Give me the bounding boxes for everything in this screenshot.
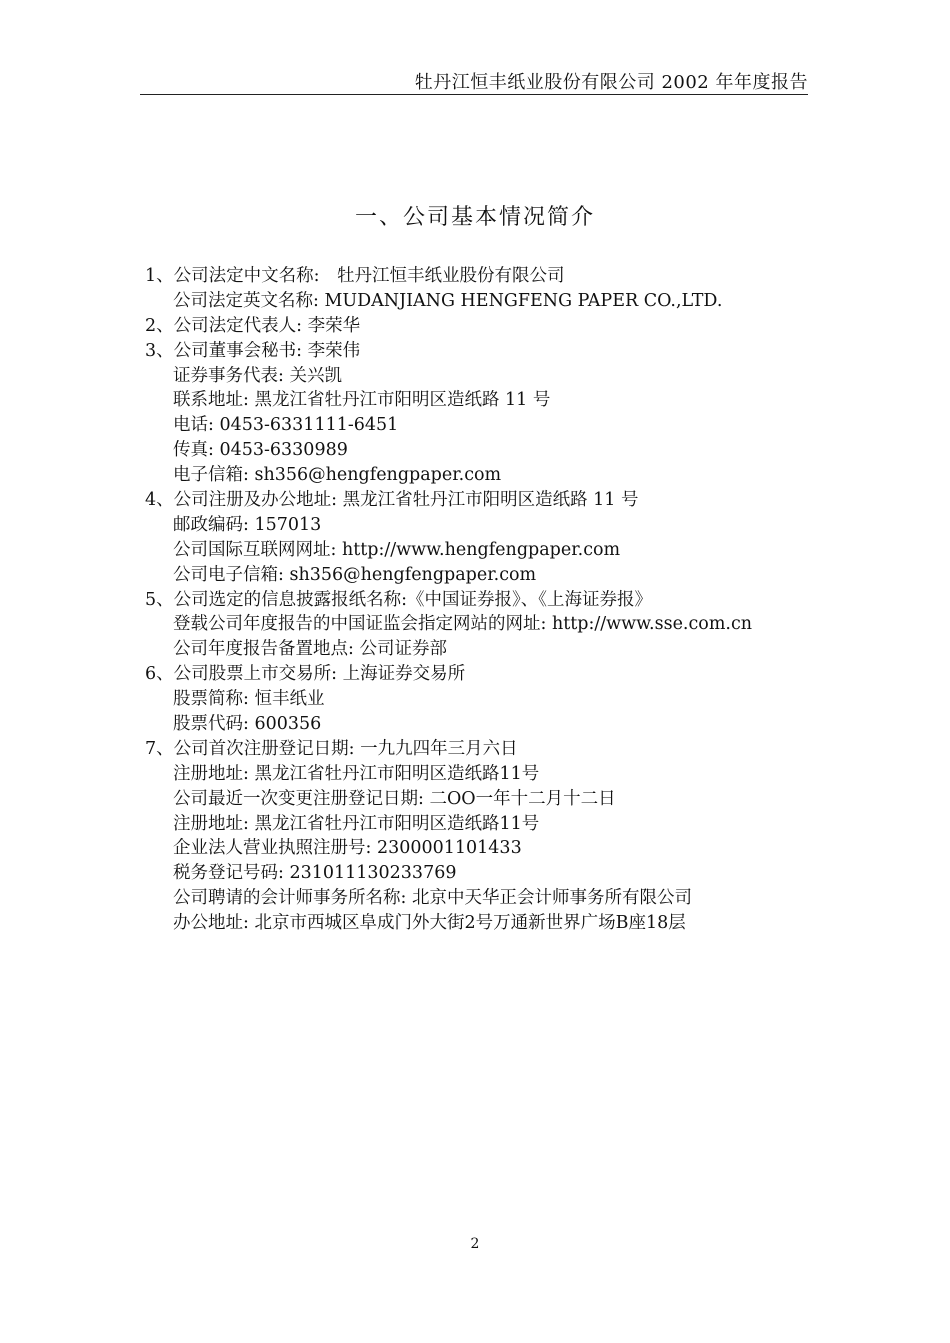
info-line: 公司聘请的会计师事务所名称: 北京中天华正会计师事务所有限公司	[173, 888, 692, 909]
info-line: 登载公司年度报告的中国证监会指定网站的网址: http://www.sse.com.cn	[173, 614, 753, 635]
info-line: 公司最近一次变更注册登记日期: 二OO一年十二月十二日	[173, 788, 616, 809]
company-info-list	[145, 264, 825, 936]
info-line: 4、公司注册及办公地址: 黑龙江省牡丹江市阳明区造纸路 11 号	[145, 490, 639, 511]
page-number: 2	[470, 1236, 480, 1252]
info-line: 注册地址: 黑龙江省牡丹江市阳明区造纸路11号	[173, 763, 540, 784]
info-line: 公司年度报告备置地点: 公司证券部	[173, 639, 447, 660]
report-title: 牡丹江恒丰纸业股份有限公司 2002 年年度报告	[414, 72, 808, 93]
info-line: 电话: 0453-6331111-6451	[173, 415, 399, 436]
info-line: 联系地址: 黑龙江省牡丹江市阳明区造纸路 11 号	[173, 390, 551, 411]
info-line: 公司国际互联网网址: http://www.hengfengpaper.com	[173, 539, 621, 560]
info-line: 6、公司股票上市交易所: 上海证券交易所	[145, 664, 466, 685]
info-line: 传真: 0453-6330989	[173, 440, 348, 461]
info-line: 3、公司董事会秘书: 李荣伟	[145, 340, 361, 361]
info-line: 企业法人营业执照注册号: 2300001101433	[173, 838, 522, 859]
info-line: 股票简称: 恒丰纸业	[173, 689, 325, 710]
info-line: 注册地址: 黑龙江省牡丹江市阳明区造纸路11号	[173, 813, 540, 834]
info-line: 电子信箱: sh356@hengfengpaper.com	[173, 465, 502, 486]
info-line: 2、公司法定代表人: 李荣华	[145, 315, 361, 336]
info-line: 7、公司首次注册登记日期: 一九九四年三月六日	[145, 738, 518, 759]
info-line: 邮政编码: 157013	[173, 514, 322, 535]
info-line: 证券事务代表: 关兴凯	[173, 365, 342, 386]
page-header	[140, 62, 808, 95]
info-line: 1、公司法定中文名称: 牡丹江恒丰纸业股份有限公司	[145, 266, 565, 286]
info-line: 公司电子信箱: sh356@hengfengpaper.com	[173, 564, 537, 585]
info-line: 股票代码: 600356	[173, 714, 322, 735]
info-line: 5、公司选定的信息披露报纸名称:《中国证券报》、《上海证券报》	[145, 589, 653, 610]
info-line: 办公地址: 北京市西城区阜成门外大街2号万通新世界广场B座18层	[173, 913, 686, 934]
info-line: 公司法定英文名称: MUDANJIANG HENGFENG PAPER CO.,LTD.	[173, 290, 723, 311]
section-title: 一、公司基本情况简介	[354, 205, 595, 230]
info-line: 税务登记号码: 231011130233769	[173, 863, 457, 884]
